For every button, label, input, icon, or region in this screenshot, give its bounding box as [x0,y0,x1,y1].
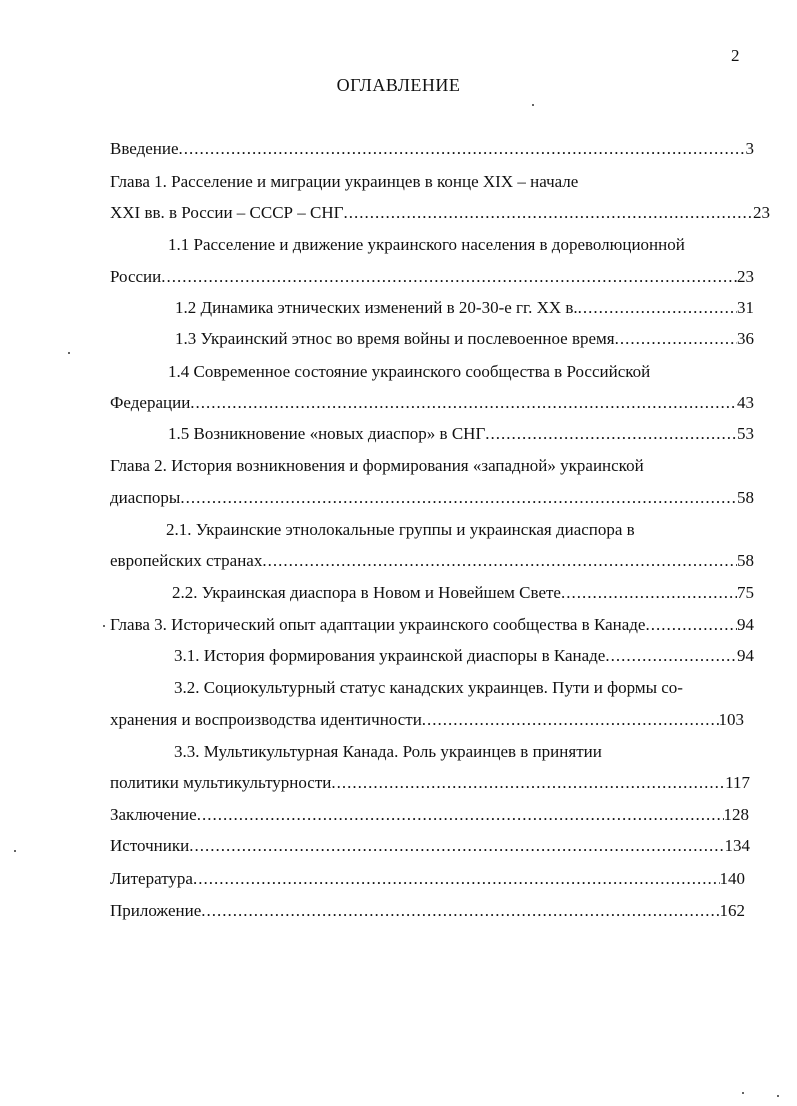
toc-entry-text: 2.2. Украинская диаспора в Новом и Новейшем Свете [172,583,561,602]
toc-entry-page: 36 [737,329,754,348]
toc-leader [180,488,737,508]
toc-entry-text: Глава 1. Расселение и миграции украинцев в конце XIX – начале [110,172,579,191]
page-title: ОГЛАВЛЕНИЕ [336,75,461,95]
toc-entry-text: хранения и воспроизводства идентичности [110,710,422,729]
toc-leader [343,203,753,223]
scan-speck [14,850,16,852]
toc-entry-page: 162 [719,901,745,920]
toc-entry-text: диаспоры [110,488,181,507]
page-number: 2 [731,46,740,65]
toc-entry-sources[interactable] [110,836,750,856]
scan-speck [742,1092,744,1094]
toc-entry-chapter-3[interactable] [110,615,754,635]
toc-entry-appendix[interactable] [110,901,745,921]
toc-entry-2-1[interactable] [110,551,754,571]
toc-entry-text: Федерации [110,393,191,412]
toc-entry-chapter-1[interactable] [110,203,770,223]
toc-entry-3-2[interactable] [110,710,744,730]
toc-entry-1-3[interactable] [175,329,754,349]
toc-leader [193,869,720,889]
toc-entry-literature[interactable] [110,869,745,889]
toc-leader [179,139,746,159]
toc-entry-page: 43 [737,393,754,412]
toc-leader [161,267,737,287]
toc-entry-text: Введение [110,139,179,158]
toc-entry-text: 1.1 Расселение и движение украинского населения в дореволюционной [168,235,685,254]
toc-entry-1-1[interactable] [110,267,754,287]
toc-entry-page: 58 [737,551,754,570]
toc-entry-text: 1.5 Возникновение «новых диаспор» в СНГ [168,424,486,443]
toc-leader [201,901,719,921]
toc-entry-page: 53 [737,424,754,443]
toc-entry-text: Глава 2. История возникновения и формирования «западной» украинской [110,456,644,475]
toc-entry-3-3-title[interactable] [174,742,602,762]
toc-entry-1-4[interactable] [110,393,754,413]
toc-entry-page: 75 [737,583,754,602]
toc-entry-1-2[interactable] [175,298,754,318]
toc-entry-text: Заключение [110,805,197,824]
toc-leader [331,773,725,793]
toc-entry-text: 3.2. Социокультурный статус канадских украинцев. Пути и формы со- [174,678,683,697]
toc-entry-text: XXI вв. в России – СССР – СНГ [110,203,344,222]
toc-entry-page: 140 [719,869,745,888]
toc-entry-page: 103 [718,710,744,729]
toc-entry-text: европейских странах [110,551,263,570]
toc-entry-text: России [110,267,162,286]
toc-entry-page: 94 [737,646,754,665]
toc-entry-3-1[interactable] [174,646,754,666]
toc-leader [615,329,737,349]
toc-entry-page: 134 [724,836,750,855]
toc-entry-text: 3.3. Мультикультурная Канада. Роль украинцев в принятии [174,742,602,761]
toc-leader [189,836,724,856]
toc-entry-text: Приложение [110,901,202,920]
toc-entry-page: 128 [723,805,749,824]
toc-leader [485,424,737,444]
toc-entry-page: 58 [737,488,754,507]
toc-leader [605,646,737,666]
toc-entry-text: 3.1. История формирования украинской диаспоры в Канаде [174,646,606,665]
toc-entry-chapter-1-title[interactable] [110,172,578,192]
scan-speck [103,625,105,627]
toc-entry-3-2-title[interactable] [174,678,683,698]
toc-entry-1-1-title[interactable] [168,235,685,255]
toc-entry-1-4-title[interactable] [168,362,650,382]
toc-entry-page: 31 [737,298,754,317]
scan-speck [68,352,70,354]
toc-entry-page: 23 [737,267,754,286]
toc-leader [190,393,737,413]
toc-leader [262,551,737,571]
scan-speck [777,1095,779,1097]
toc-entry-text: Глава 3. Исторический опыт адаптации украинского сообщества в Канаде [110,615,646,634]
toc-entry-3-3[interactable] [110,773,750,793]
toc-entry-chapter-2[interactable] [110,488,754,508]
toc-entry-text: 1.3 Украинский этнос во время войны и послевоенное время [175,329,615,348]
toc-entry-text: 1.4 Современное состояние украинского сообщества в Российской [168,362,651,381]
toc-leader [578,298,737,318]
toc-entry-chapter-2-title[interactable] [110,456,644,476]
toc-leader [422,710,719,730]
toc-entry-2-2[interactable] [172,583,754,603]
toc-leader [645,615,737,635]
toc-entry-conclusion[interactable] [110,805,749,825]
toc-entry-2-1-title[interactable] [166,520,635,540]
toc-entry-page: 3 [745,139,754,158]
toc-entry-text: 2.1. Украинские этнолокальные группы и украинская диаспора в [166,520,635,539]
toc-leader [561,583,737,603]
scan-speck [532,104,534,106]
toc-entry-page: 23 [753,203,770,222]
toc-leader [197,805,724,825]
toc-entry-text: Литература [110,869,193,888]
toc-entry-introduction[interactable] [110,139,754,159]
toc-entry-text: политики мультикультурности [110,773,332,792]
toc-entry-page: 94 [737,615,754,634]
toc-entry-text: Источники [110,836,190,855]
toc-entry-text: 1.2 Динамика этнических изменений в 20-30-е гг. XX в. [175,298,578,317]
toc-entry-page: 117 [725,773,750,792]
toc-entry-1-5[interactable] [168,424,754,444]
